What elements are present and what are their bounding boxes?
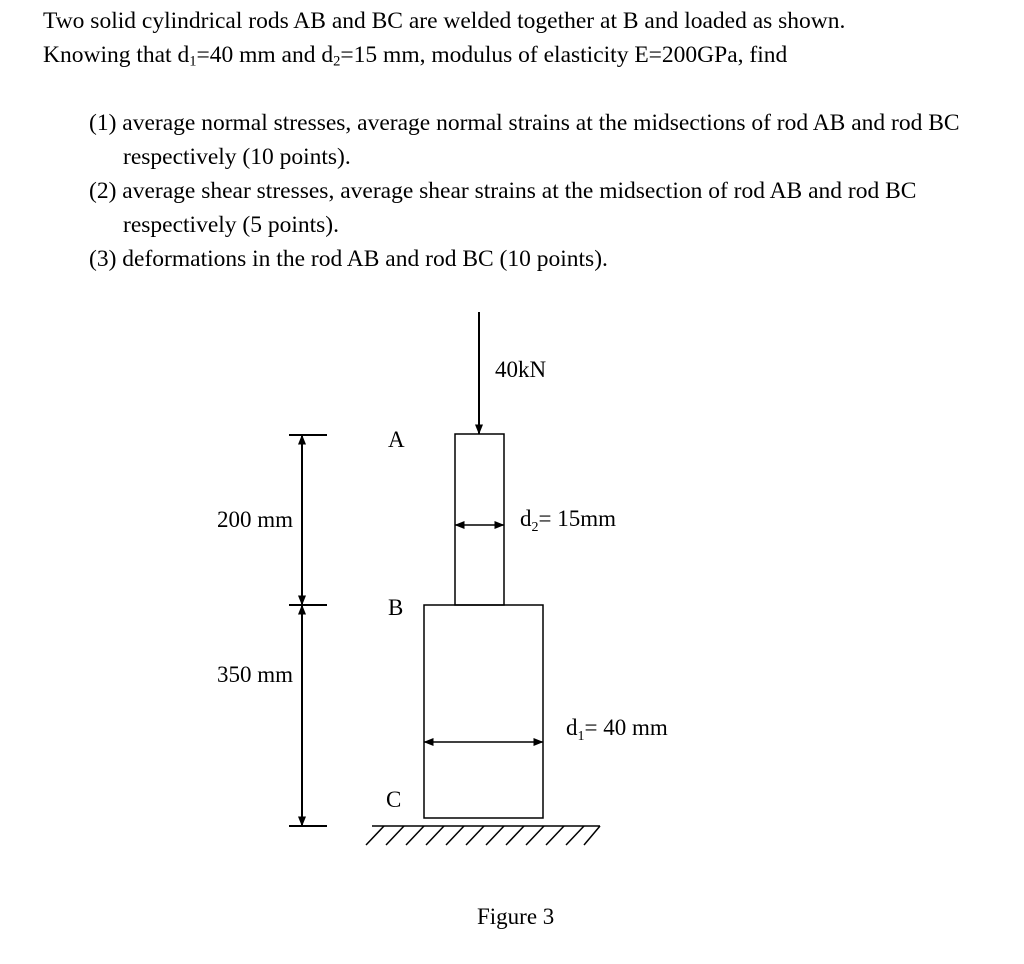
rod-bc — [424, 605, 543, 818]
point-b-label: B — [388, 595, 404, 620]
dim-ab-label: 200 mm — [217, 507, 294, 532]
figure-caption: Figure 3 — [477, 904, 555, 929]
intro-line-2: Knowing that $d_1=40$ mm and $d_2=15$ mm, modulus of elasticity E=200GPa, find — [43, 42, 788, 70]
point-c-label: C — [386, 787, 402, 812]
length-dimension — [289, 435, 327, 826]
question-item-2: (2) average shear stresses, average shear strains at the midsection of rod AB and rod BC respectively (5 points). — [89, 178, 917, 238]
dim-bc-label: 350 mm — [217, 662, 294, 687]
point-a-label: A — [388, 427, 405, 452]
rod-ab — [455, 434, 504, 605]
load-label: 40kN — [495, 357, 547, 382]
d2-label: $d_2= 15mm$ — [520, 506, 617, 535]
question-item-3: (3) deformations in the rod AB and rod BC (10 points). — [89, 246, 608, 272]
question-item-1: (1) average normal stresses, average normal strains at the midsections of rod AB and rod BC respectively (10 points). — [89, 110, 960, 170]
d1-label: $d_1= 40$ mm — [566, 715, 668, 744]
ground-support — [366, 826, 600, 845]
intro-line-1: Two solid cylindrical rods AB and BC are welded together at B and loaded as shown. — [43, 8, 846, 34]
